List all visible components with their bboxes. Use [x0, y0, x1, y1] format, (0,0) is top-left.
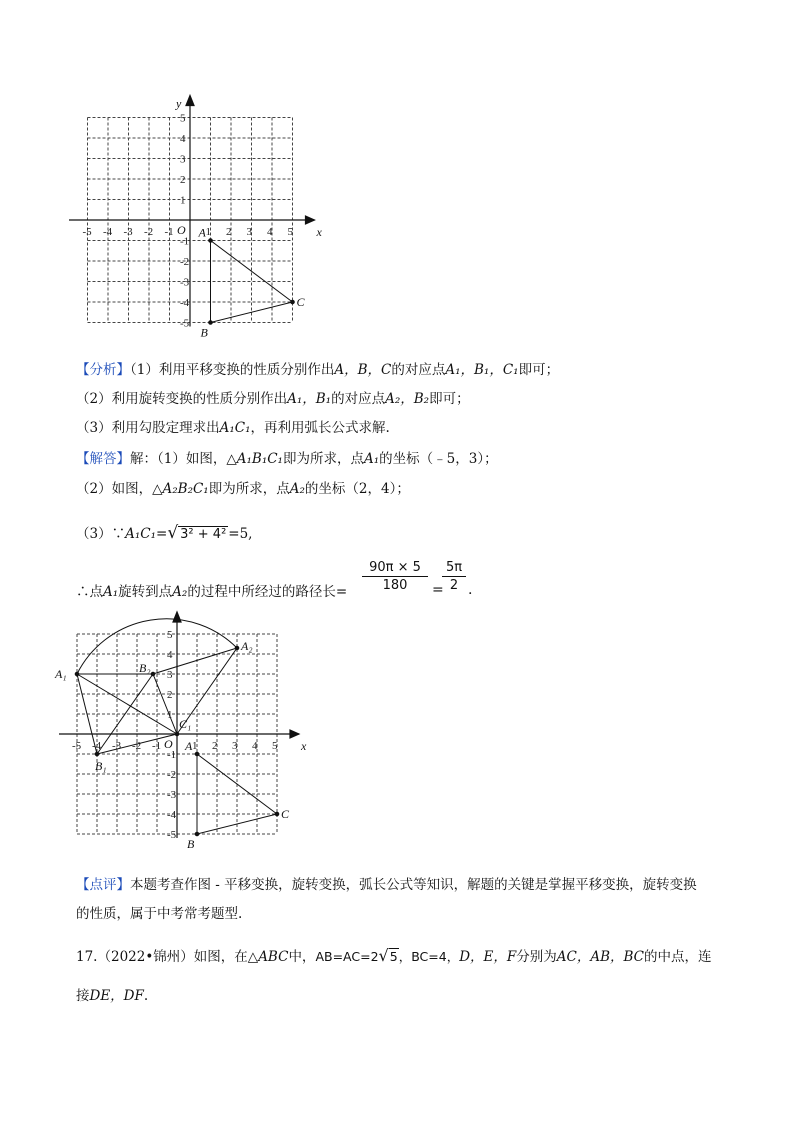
x-tick-label: 3 [246, 226, 252, 238]
x-tick-label: 5 [287, 226, 293, 238]
x-tick-label: -5 [72, 740, 82, 752]
x-tick-label: 1 [205, 226, 211, 238]
y-tick-label: 4 [167, 649, 173, 661]
point-b [209, 321, 213, 325]
x-axis-arrow [290, 730, 299, 738]
fraction-1: 90π × 5 180 [362, 560, 428, 593]
analysis-line-3: （3）利用勾股定理求出A₁C₁，再利用弧长公式求解. [76, 420, 390, 436]
y-tick-label: -2 [180, 256, 190, 268]
label-a1: A₁ [55, 667, 67, 681]
comment-line-1: 【点评】本题考查作图 - 平移变换，旋转变换，弧长公式等知识，解题的关键是掌握平移变换，旋转变换 [76, 877, 697, 893]
y-tick-label: 1 [167, 709, 173, 721]
sqrt-sign: √ [378, 946, 389, 965]
solution-line-4: ∴点A₁旋转到点A₂的过程中所经过的路径长= [76, 584, 348, 600]
y-tick-label: 3 [167, 669, 173, 681]
x-tick-label: 3 [232, 740, 238, 752]
y-tick-label: -5 [180, 317, 190, 330]
label-b1: B₁ [95, 759, 107, 773]
coordinate-graph-2 [55, 620, 350, 860]
x-tick-label: 2 [226, 226, 232, 238]
y-tick-label: 5 [180, 112, 186, 125]
y-tick-label: -4 [180, 297, 190, 309]
solution-line-3: （3）∵A₁C₁=√ 3² + 4² =5, [76, 523, 253, 543]
solution-line-1: 【解答】解：（1）如图，△A₁B₁C₁即为所求，点A₁的坐标（﹣5，3）； [76, 451, 498, 467]
y-tick-label: -2 [167, 769, 177, 781]
comment-line-2: 的性质，属于中考常考题型. [76, 906, 243, 922]
graph-point [95, 752, 99, 756]
graph-point [151, 672, 155, 676]
sqrt-sign: √ [167, 523, 179, 543]
x-axis-label: x [301, 739, 307, 753]
origin-label: O [164, 737, 173, 751]
analysis-tag: 【分析】 [76, 362, 130, 378]
graph-point [195, 752, 199, 756]
x-tick-label: 4 [267, 226, 273, 238]
analysis-line-2: （2）利用旋转变换的性质分别作出A₁，B₁的对应点A₂，B₂即可； [76, 391, 470, 407]
coordinate-graph-1 [60, 86, 350, 346]
x-tick-label: -5 [82, 226, 92, 238]
x-tick-label: -2 [144, 226, 154, 238]
triangle-a2b2c1 [153, 648, 237, 734]
graph-point [175, 732, 179, 736]
solution-line-2: （2）如图，△A₂B₂C₁即为所求，点A₂的坐标（2，4）； [76, 481, 410, 497]
y-tick-label: 3 [180, 153, 186, 166]
x-tick-label: -3 [112, 740, 122, 752]
x-tick-label: -2 [132, 740, 142, 752]
label-b: B [187, 837, 195, 851]
graph-point [75, 672, 79, 676]
label-b: B [200, 325, 208, 340]
label-b2: B₂ [139, 661, 151, 675]
sqrt-radicand: 3² + 4² [180, 527, 227, 542]
label-a2: A₂ [241, 639, 253, 653]
analysis-line-1: 【分析】（1）利用平移变换的性质分别作出A，B，C的对应点A₁，B₁，C₁即可； [76, 362, 560, 378]
y-tick-label: -5 [167, 829, 177, 841]
x-tick-label: -1 [152, 740, 162, 752]
x-tick-label: -1 [164, 226, 174, 238]
graph-point [275, 812, 279, 816]
solution-tag: 【解答】 [76, 451, 130, 467]
label-c: C [296, 295, 305, 309]
problem-17-line-2: 接DE，DF. [76, 988, 149, 1004]
y-tick-label: -3 [180, 276, 190, 289]
x-tick-label: 2 [212, 740, 218, 752]
y-tick-label: -3 [167, 789, 177, 801]
x-tick-label: -4 [103, 226, 113, 238]
y-tick-label: 5 [167, 629, 173, 641]
point-c [291, 300, 295, 304]
point-a [209, 239, 213, 243]
y-axis-label: y [176, 96, 182, 111]
x-tick-label: 4 [252, 740, 258, 752]
x-tick-label: 5 [272, 740, 278, 752]
x-axis-label: x [316, 225, 322, 239]
label-a: A [185, 739, 193, 753]
comment-tag: 【点评】 [76, 877, 130, 893]
y-axis-arrow [186, 96, 194, 106]
label-c: C [281, 807, 290, 821]
x-tick-label: -3 [123, 226, 133, 238]
y-tick-label: 2 [180, 174, 186, 186]
fraction-2: 5π 2 [442, 560, 466, 593]
x-axis-arrow [306, 216, 315, 224]
graph-point [235, 646, 239, 650]
y-axis-arrow [173, 612, 181, 622]
problem-number: 17. [76, 949, 98, 965]
label-a: A [198, 225, 206, 240]
problem-17-line-1: 17.（2022•锦州）如图，在△ABC中，AB=AC=2√5，BC=4，D，E，F分别为AC，AB，BC的中点，连 [76, 946, 712, 965]
y-tick-label: -4 [167, 809, 177, 821]
y-tick-label: -1 [167, 749, 177, 761]
y-tick-label: 1 [180, 194, 186, 207]
x-tick-label: -4 [92, 740, 102, 752]
y-tick-label: 4 [180, 133, 186, 145]
graph-point [195, 832, 199, 836]
origin-label: O [177, 223, 186, 237]
y-tick-label: -1 [180, 235, 190, 248]
y-tick-label: 2 [167, 689, 173, 701]
x-tick-label: 1 [192, 740, 198, 752]
label-c1: C₁ [179, 717, 192, 731]
